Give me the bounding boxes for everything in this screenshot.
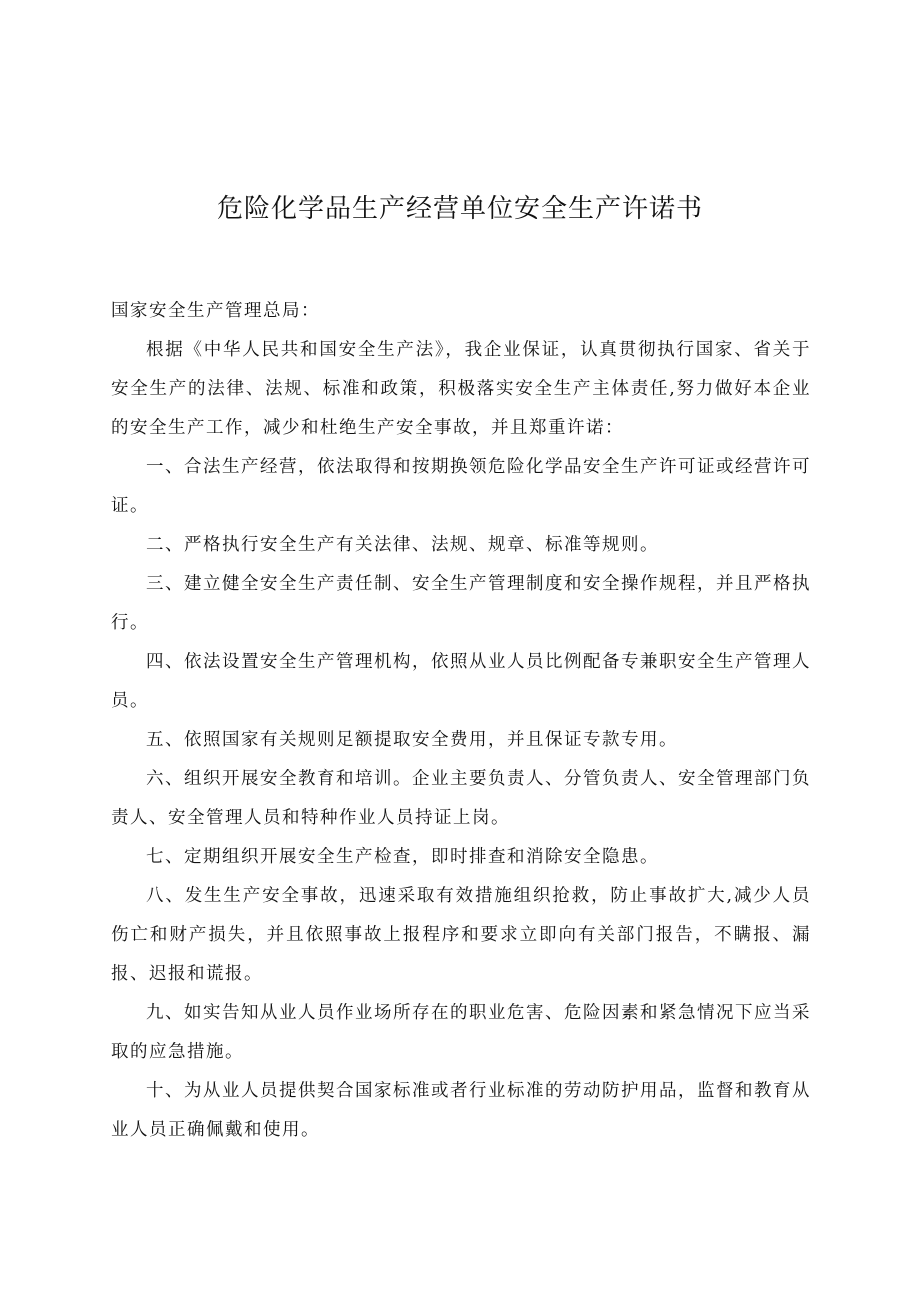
pledge-item-6: 六、组织开展安全教育和培训。企业主要负责人、分管负责人、安全管理部门负责人、安全管理人员和特种作业人员持证上岗。	[111, 769, 811, 828]
pledge-item-3: 三、建立健全安全生产责任制、安全生产管理制度和安全操作规程，并且严格执行。	[111, 574, 811, 633]
page-title: 危险化学品生产经营单位安全生产许诺书	[216, 194, 703, 225]
pledge-item-9: 九、如实告知从业人员作业场所存在的职业危害、危险因素和紧急情况下应当采取的应急措施。	[111, 1003, 811, 1062]
pledge-item-10: 十、为从业人员提供契合国家标准或者行业标准的劳动防护用品，监督和教育从业人员正确佩戴和使用。	[111, 1081, 811, 1140]
preamble-paragraph: 根据《中华人民共和国安全生产法》，我企业保证，认真贯彻执行国家、省关于安全生产的法律、法规、标准和政策，积极落实安全生产主体责任,努力做好本企业的安全生产工作，减少和杜绝生产安全事故，并且郑重许诺：	[111, 340, 811, 438]
document-body	[111, 292, 811, 1150]
pledge-item-2: 二、严格执行安全生产有关法律、法规、规章、标准等规则。	[146, 535, 659, 555]
pledge-item-4: 四、依法设置安全生产管理机构，依照从业人员比例配备专兼职安全生产管理人员。	[111, 652, 811, 711]
pledge-item-1: 一、合法生产经营，依法取得和按期换领危险化学品安全生产许可证或经营许可证。	[111, 457, 811, 516]
pledge-item-8: 八、发生生产安全事故，迅速采取有效措施组织抢救，防止事故扩大,减少人员伤亡和财产损失，并且依照事故上报程序和要求立即向有关部门报告，不瞒报、漏报、迟报和谎报。	[111, 886, 811, 984]
salutation: 国家安全生产管理总局：	[111, 301, 320, 321]
pledge-item-7: 七、定期组织开展安全生产检查，即时排查和消除安全隐患。	[146, 847, 659, 867]
pledge-item-5: 五、依照国家有关规则足额提取安全费用，并且保证专款专用。	[146, 730, 678, 750]
